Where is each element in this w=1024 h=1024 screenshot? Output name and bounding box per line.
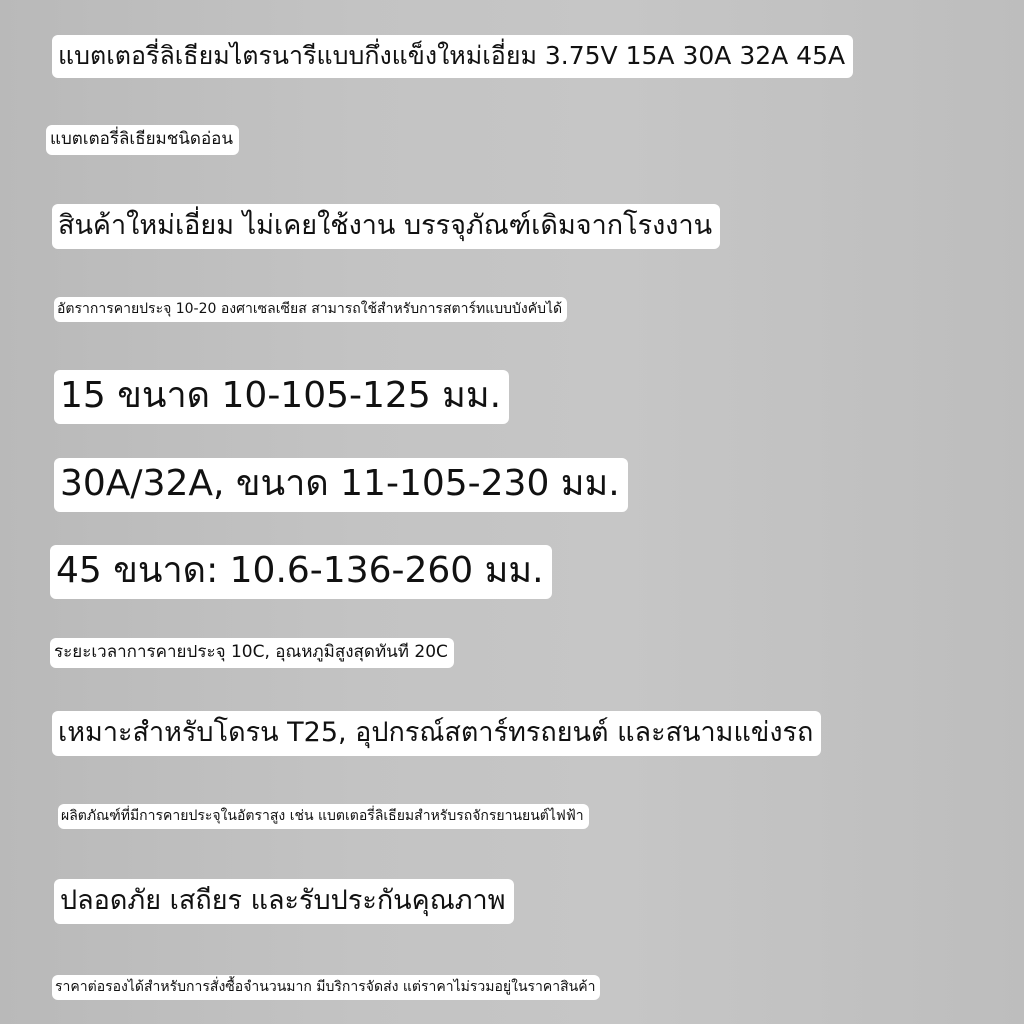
line-discharge-duration: ระยะเวลาการคายประจุ 10C, อุณหภูมิสูงสุดทันที 20C bbox=[50, 638, 454, 668]
subtitle-soft-pack: แบตเตอรี่ลิเธียมชนิดอ่อน bbox=[46, 125, 239, 155]
line-high-rate-products: ผลิตภัณฑ์ที่มีการคายประจุในอัตราสูง เช่น แบตเตอรี่ลิเธียมสำหรับรถจักรยานยนต์ไฟฟ้า bbox=[58, 804, 589, 829]
line-price-shipping: ราคาต่อรองได้สำหรับการสั่งซื้อจำนวนมาก มีบริการจัดส่ง แต่ราคาไม่รวมอยู่ในราคาสินค้า bbox=[52, 975, 600, 1000]
line-safety-quality: ปลอดภัย เสถียร และรับประกันคุณภาพ bbox=[54, 879, 514, 924]
line-discharge-rate: อัตราการคายประจุ 10-20 องศาเซลเซียส สามารถใช้สำหรับการสตาร์ทแบบบังคับได้ bbox=[54, 297, 567, 322]
headline-battery-type: แบตเตอรี่ลิเธียมไตรนารีแบบกึ่งแข็งใหม่เอี่ยม 3.75V 15A 30A 32A 45A bbox=[52, 35, 853, 78]
line-suitable-for: เหมาะสำหรับโดรน T25, อุปกรณ์สตาร์ทรถยนต์ และสนามแข่งรถ bbox=[52, 711, 821, 756]
line-brand-new: สินค้าใหม่เอี่ยม ไม่เคยใช้งาน บรรจุภัณฑ์เดิมจากโรงงาน bbox=[52, 204, 720, 249]
line-size-30a-32a: 30A/32A, ขนาด 11-105-230 มม. bbox=[54, 458, 628, 512]
line-size-15a: 15 ขนาด 10-105-125 มม. bbox=[54, 370, 509, 424]
line-size-45a: 45 ขนาด: 10.6-136-260 มม. bbox=[50, 545, 552, 599]
